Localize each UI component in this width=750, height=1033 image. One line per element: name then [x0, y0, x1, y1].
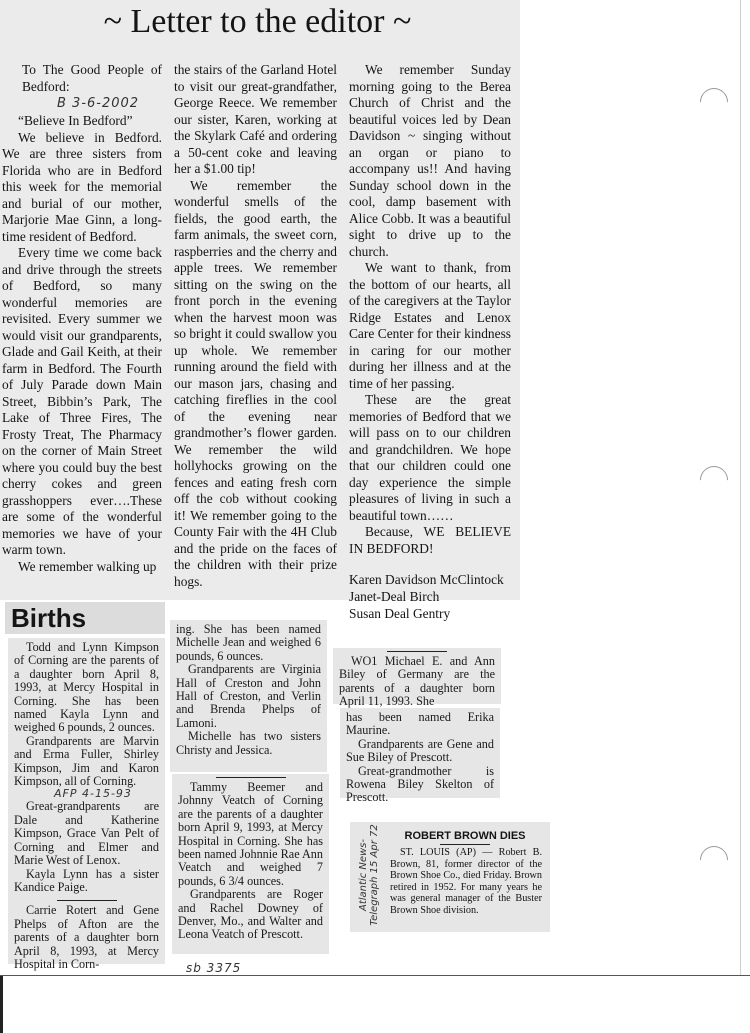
page-note: sb 3375 [186, 961, 242, 975]
birth-paragraph: Great-grandmother is Rowena Biley Skelton of Prescott. [346, 763, 494, 805]
birth-paragraph: Tammy Beemer and Johnny Veatch of Corning are the parents of a daughter born April 9, 1993, at Mercy Hospital in Corning. She has been named Johnnie Rae Ann Veatch and weighed 7 pounds, 6 3/4 ounces. [178, 780, 323, 888]
letter-column-2 [174, 62, 337, 590]
letter-column-1 [2, 62, 162, 575]
birth-paragraph: Michelle has two sisters Christy and Jessica. [176, 729, 321, 757]
signatures [349, 571, 511, 622]
letter-paragraph: Because, WE BELIEVE IN BEDFORD! [349, 524, 511, 556]
handwritten-note: AFP 4-15-93 [54, 787, 132, 801]
births-column-3-top [333, 648, 501, 709]
birth-paragraph: Carrie Rotert and Gene Phelps of Afton are the parents of a daughter born April 8, 1993, at Mercy Hospital in Corn- [14, 903, 159, 971]
births-heading: Births [5, 602, 165, 634]
letter-paragraph: We want to thank, from the bottom of our hearts, all of the caregivers at the Taylor Ridge Estates and Lenox Care Center for their kindness in caring for our mother during her illness and at the time of her passing. [349, 260, 511, 391]
birth-paragraph: Grandparents are Roger and Rachel Downey of Denver, Mo., and Walter and Leona Veatch of Prescott. [178, 887, 323, 942]
births-column-3-bottom [340, 708, 500, 805]
obituary-handwritten-note: Atlantic News-Telegraph 15 Apr 72 [358, 824, 380, 926]
punch-hole [694, 840, 734, 880]
signature: Karen Davidson McClintock [349, 572, 504, 587]
signature: Janet-Deal Birch [349, 589, 440, 604]
divider [440, 844, 490, 845]
scan-shadow [0, 976, 3, 1033]
letter-column-3 [349, 62, 511, 622]
birth-paragraph: Kayla Lynn has a sister Kandice Paige. [14, 866, 159, 894]
obituary-headline: ROBERT BROWN DIES [404, 830, 526, 842]
letter-paragraph: Every time we come back and drive through the streets of Bedford, so many wonderful memories are revisited. Every summer we would visit our grandparents, Glade and Gail Keith, at their farm in Bedford. The Fourth of July Parade down Main Street, Bibbin’s Park, The Lake of Three Fires, The Frosty Treat, The Pharmacy on the corner of Main Street where you could buy the best cherry cokes and green grasshoppers ever….These are some of the wonderful memories we have of your warm town. [2, 245, 162, 557]
letter-subtitle: “Believe In Bedford” [18, 113, 133, 128]
letter-paragraph: These are the great memories of Bedford that we will pass on to our children and grandchildren. We hope that our children could one day experience the simple pleasures of living in such a beautiful town…… [349, 392, 511, 523]
obituary-clipping [350, 822, 550, 932]
births-column-1 [8, 638, 165, 971]
divider [216, 777, 286, 778]
birth-paragraph: Grandparents are Gene and Sue Biley of Prescott. [346, 736, 494, 765]
letter-paragraph: We remember the wonderful smells of the fields, the good earth, the farm animals, the sweet corn, raspberries and the cherry and apple trees. We remember sitting on the swing on the front porch in the evening when the harvest moon was so bright it could swallow you up whole. We remember running around the field with our mason jars, chasing and catching fireflies in the cool of the evening near grandmother’s flower garden. We remember the wild hollyhocks growing on the fences and eating fresh corn off the cob without cooking it! We remember going to the County Fair with the 4H Club and the pride on the faces of the children with their prize hogs. [174, 177, 337, 589]
divider [387, 651, 447, 652]
obituary-body: ST. LOUIS (AP) — Robert B. Brown, 81, former director of the Brown Shoe Co., died Friday. Brown retired in 1952. For many years he was general manager of the Buster Brown Shoe division. [390, 847, 542, 916]
signature: Susan Deal Gentry [349, 606, 451, 621]
birth-paragraph: WO1 Michael E. and Ann Biley of Germany are the parents of a daughter born April 11, 1993. She [339, 654, 495, 709]
letter-paragraph: We believe in Bedford. We are three sisters from Florida who are in Bedford this week for the memorial and burial of our mother, Marjorie Mae Ginn, a long-time resident of Bedford. [2, 129, 162, 244]
birth-paragraph: has been named Erika Maurine. [346, 710, 494, 738]
letter-paragraph: We remember walking up [18, 558, 157, 574]
letter-paragraph: We remember Sunday morning going to the Berea Church of Christ and the beautiful voices led by Dean Davidson ~ singing without an organ or piano to accompany us!! And having Sunday school down in the cool, damp basement with Alice Cobb. It was a beautiful sight to drive up to the church. [349, 62, 511, 259]
letter-salutation: To The Good People of Bedford: [22, 62, 162, 94]
birth-paragraph: ing. She has been named Michelle Jean and weighed 6 pounds, 6 ounces. [176, 622, 321, 663]
letter-title: ~ Letter to the editor ~ [103, 3, 412, 40]
birth-paragraph: Grandparents are Virginia Hall of Creston and John Hall of Creston, and Verlin and Brenda Phelps of Lamoni. [176, 662, 321, 730]
punch-hole [694, 460, 734, 500]
birth-paragraph: Todd and Lynn Kimpson of Corning are the parents of a daughter born April 8, 1993, at Mercy Hospital in Corning. She has been named Kayla Lynn and weighed 6 pounds, 2 ounces. [14, 640, 159, 735]
birth-paragraph: Grandparents are Marvin and Erma Fuller, Shirley Kimpson, Jim and Karon Kimpson, all of Corning. [14, 733, 159, 789]
divider [57, 900, 117, 901]
page-edge-right [740, 0, 741, 975]
handwritten-date: B 3-6-2002 [57, 96, 140, 111]
births-column-2-bottom [172, 774, 329, 954]
punch-hole [694, 82, 734, 122]
births-column-2-top [170, 620, 327, 772]
page-edge-bottom [0, 975, 750, 976]
letter-paragraph: the stairs of the Garland Hotel to visit our great-grandfather, George Reece. We remember our sister, Karen, working at the Skylark Café and ordering a 50-cent coke and leaving her a $1.00 tip! [174, 62, 337, 176]
birth-paragraph: Great-grandparents are Dale and Katherine Kimpson, Grace Van Pelt of Corning and Elmer and Marie West of Lenox. [14, 799, 159, 868]
